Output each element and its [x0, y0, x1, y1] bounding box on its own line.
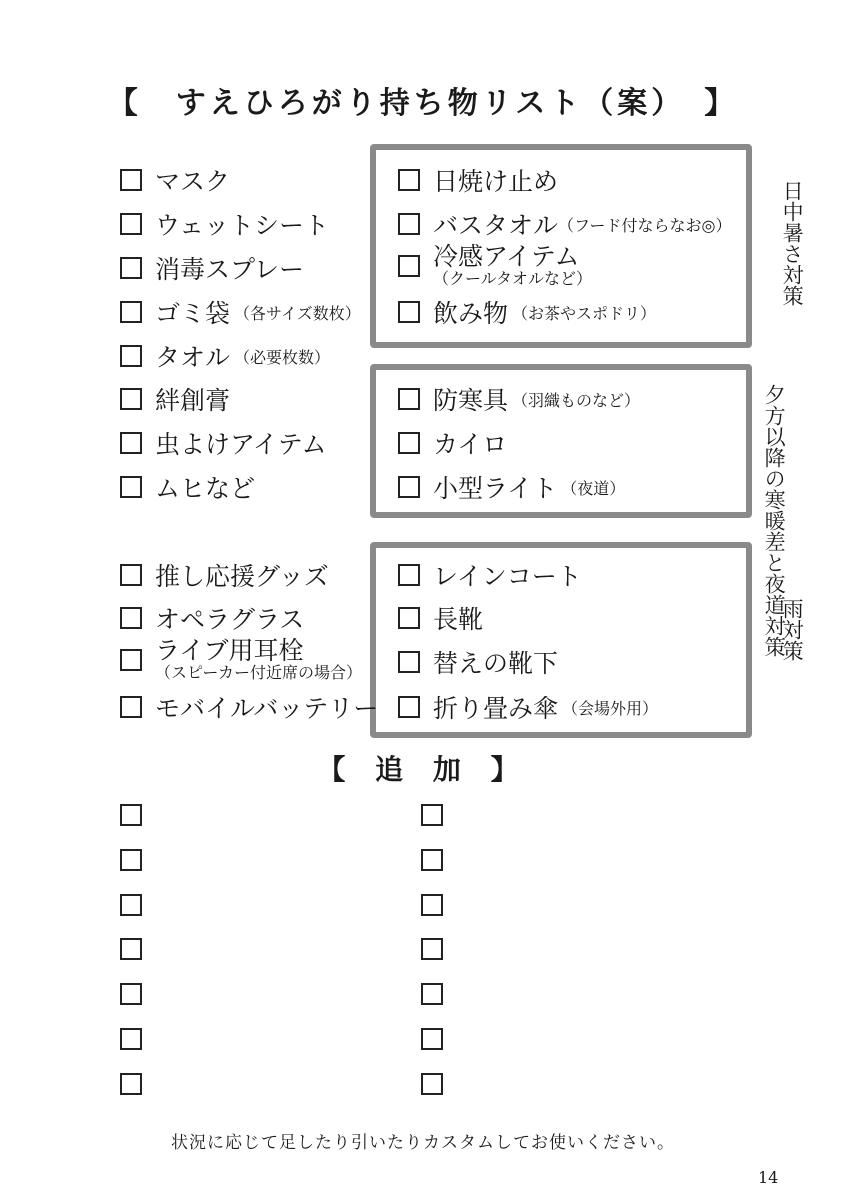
side-label-rain: 雨対策 — [780, 598, 805, 661]
checklist-item-opera-glass[interactable] — [120, 600, 304, 636]
item-label: 小型ライト — [433, 474, 558, 503]
checkbox[interactable] — [120, 432, 142, 454]
item-label: モバイルバッテリー — [155, 694, 379, 723]
additional-checkbox[interactable] — [421, 983, 443, 1005]
checklist-item-oshi-goods[interactable] — [120, 557, 329, 593]
item-label: マスク — [155, 167, 231, 196]
checklist-item-mask[interactable] — [120, 162, 230, 198]
page-title: 【 すえひろがり持ち物リスト（案） 】 — [107, 86, 739, 121]
additional-checkbox[interactable] — [421, 849, 443, 871]
checkbox[interactable] — [398, 607, 420, 629]
item-label: バスタオル — [433, 211, 559, 240]
item-note: （羽織ものなど） — [512, 390, 641, 410]
item-note: （クールタオルなど） — [433, 269, 593, 288]
item-note: （スピーカー付近席の場合） — [155, 663, 363, 682]
checklist-item-drinks[interactable] — [398, 294, 656, 330]
item-note: （各サイズ数枚） — [234, 303, 361, 323]
checklist-item-towel[interactable] — [120, 338, 330, 374]
checklist-item-cold-wear[interactable] — [398, 381, 640, 417]
checklist-item-bandage[interactable] — [120, 381, 230, 417]
item-note: （夜道） — [561, 478, 626, 498]
checklist-item-spare-socks[interactable] — [398, 644, 558, 680]
item-label: レインコート — [433, 562, 582, 591]
item-note: （お茶やスポドリ） — [512, 303, 657, 323]
item-label: 長靴 — [433, 605, 484, 634]
checklist-item-cooling-item[interactable] — [398, 244, 592, 287]
checklist-item-disinfectant[interactable] — [120, 250, 304, 286]
item-note: （フード付ならなお◎） — [558, 215, 732, 235]
additional-checkbox[interactable] — [120, 983, 142, 1005]
checklist-item-raincoat[interactable] — [398, 557, 582, 593]
checklist-item-mobile-battery[interactable] — [120, 689, 378, 725]
checkbox[interactable] — [120, 257, 142, 279]
additional-checkbox[interactable] — [421, 894, 443, 916]
item-label: 虫よけアイテム — [155, 430, 327, 459]
additional-checkbox[interactable] — [421, 1028, 443, 1050]
checklist-item-folding-umbrella[interactable] — [398, 689, 658, 725]
additional-checkbox[interactable] — [421, 938, 443, 960]
checklist-item-trash-bags[interactable] — [120, 294, 361, 330]
checklist-item-kairo[interactable] — [398, 425, 507, 461]
checklist-item-small-light[interactable] — [398, 469, 625, 505]
checkbox[interactable] — [398, 255, 420, 277]
checklist-item-boots[interactable] — [398, 600, 483, 636]
item-label: タオル — [155, 343, 231, 372]
checkbox[interactable] — [398, 651, 420, 673]
checkbox[interactable] — [120, 213, 142, 235]
item-label: 推し応援グッズ — [155, 562, 329, 591]
additional-checkbox[interactable] — [120, 804, 142, 826]
item-label: 絆創膏 — [155, 386, 231, 415]
additional-checkbox[interactable] — [421, 804, 443, 826]
item-label: オペラグラス — [155, 605, 305, 634]
checklist-item-wet-sheet[interactable] — [120, 206, 329, 242]
checkbox[interactable] — [120, 564, 142, 586]
checkbox[interactable] — [120, 301, 142, 323]
additional-checkbox[interactable] — [120, 849, 142, 871]
additional-checkbox[interactable] — [120, 1073, 142, 1095]
checkbox[interactable] — [120, 696, 142, 718]
checkbox[interactable] — [120, 169, 142, 191]
item-note: （必要枚数） — [234, 347, 331, 367]
checklist-item-muhi[interactable] — [120, 469, 255, 505]
item-label: 替えの靴下 — [433, 649, 559, 678]
additional-checkbox[interactable] — [120, 1028, 142, 1050]
checklist-item-sunscreen[interactable] — [398, 162, 558, 198]
checklist-item-insect-repellent[interactable] — [120, 425, 327, 461]
item-label: 飲み物 — [433, 299, 509, 328]
page-number: 14 — [758, 1168, 779, 1187]
item-label: 冷感アイテム — [433, 242, 580, 271]
item-label: 日焼け止め — [433, 167, 559, 196]
checkbox[interactable] — [398, 476, 420, 498]
item-label: カイロ — [433, 430, 508, 459]
checkbox[interactable] — [120, 388, 142, 410]
checkbox[interactable] — [398, 564, 420, 586]
checkbox[interactable] — [398, 301, 420, 323]
checkbox[interactable] — [120, 649, 142, 671]
item-label: ムヒなど — [155, 474, 256, 503]
additional-checkbox[interactable] — [120, 894, 142, 916]
checkbox[interactable] — [398, 169, 420, 191]
item-label: ウェットシート — [155, 211, 330, 240]
checklist-item-bath-towel[interactable] — [398, 206, 732, 242]
item-label: ライブ用耳栓 — [155, 636, 304, 665]
checklist-item-earplugs[interactable] — [120, 638, 362, 681]
item-label: 折り畳み傘 — [433, 694, 559, 723]
checkbox[interactable] — [398, 696, 420, 718]
side-label-evening: 夕方以降の寒暖差と夜道対策 — [762, 384, 787, 657]
side-label-heat: 日中暑さ対策 — [780, 180, 805, 306]
checkbox[interactable] — [398, 432, 420, 454]
item-note: （会場外用） — [562, 698, 659, 718]
item-label: 消毒スプレー — [155, 255, 305, 284]
checkbox[interactable] — [120, 345, 142, 367]
checkbox[interactable] — [120, 476, 142, 498]
additional-checkbox[interactable] — [120, 938, 142, 960]
additional-title: 【 追 加 】 — [317, 753, 529, 786]
item-label: ゴミ袋 — [155, 299, 231, 328]
checkbox[interactable] — [398, 213, 420, 235]
item-label: 防寒具 — [433, 386, 509, 415]
checkbox[interactable] — [120, 607, 142, 629]
footer-note: 状況に応じて足したり引いたりカスタムしてお使いください。 — [171, 1133, 675, 1153]
checkbox[interactable] — [398, 388, 420, 410]
additional-checkbox[interactable] — [421, 1073, 443, 1095]
